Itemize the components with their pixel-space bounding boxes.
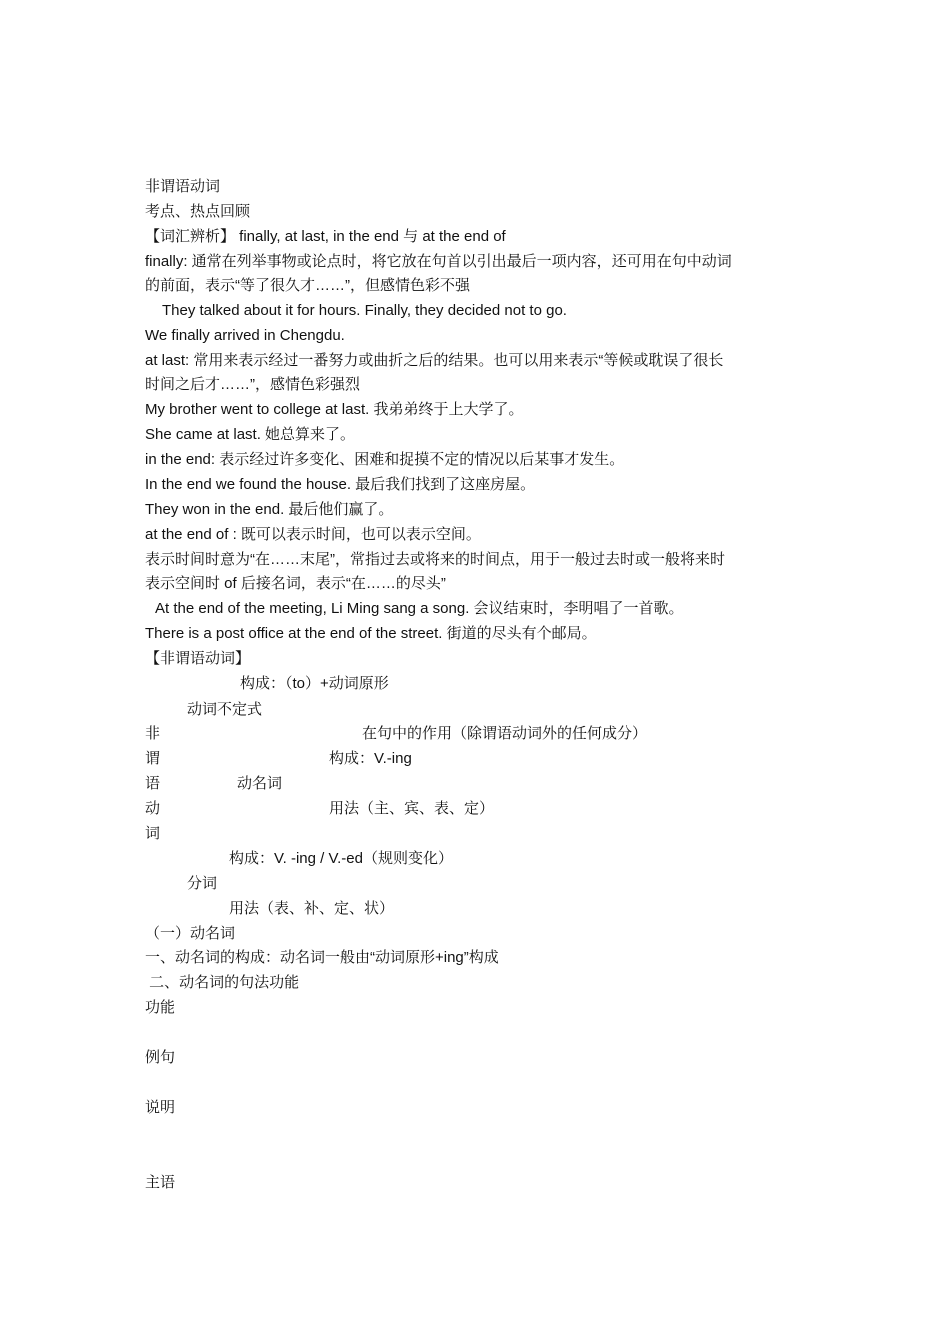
side-char-5: 词 (145, 825, 161, 842)
gerund-form: 构成：V.-ing (329, 750, 412, 767)
finally-definition-line-2: 的前面，表示“等了很久才……”，但感情色彩不强 (145, 277, 470, 294)
finally-definition-line-1: finally: 通常在列举事物或论点时，将它放在句首以引出最后一项内容，还可用在句中动词 (145, 253, 732, 270)
doc-title: 非谓语动词 (145, 178, 221, 195)
atlast-definition-line-2: 时间之后才……”，感情色彩强烈 (145, 376, 360, 393)
side-char-2: 谓 (145, 750, 161, 767)
side-char-3: 语 (145, 775, 161, 792)
attheendof-space-usage: 表示空间时 of 后接名词，表示“在……的尽头” (145, 575, 446, 592)
table-row-subject: 主语 (145, 1174, 176, 1191)
gerund-usage: 用法（主、宾、表、定） (329, 800, 495, 817)
vocab-heading: 【词汇辨析】 finally, at last, in the end 与 at the end of (145, 228, 506, 245)
finally-example-2: We finally arrived in Chengdu. (145, 327, 345, 344)
table-header-function: 功能 (145, 999, 176, 1016)
infinitive-form: 构成：（to）+动词原形 (240, 675, 389, 692)
infinitive-label: 动词不定式 (187, 701, 263, 718)
intheend-example-1: In the end we found the house. 最后我们找到了这座房屋。 (145, 476, 536, 493)
table-header-note: 说明 (145, 1099, 176, 1116)
side-char-1: 非 (145, 725, 161, 742)
participle-usage: 用法（表、补、定、状） (229, 900, 395, 917)
gerund-point-2: 二、动名词的句法功能 (145, 974, 300, 991)
atlast-example-2: She came at last. 她总算来了。 (145, 426, 356, 443)
attheendof-definition: at the end of : 既可以表示时间，也可以表示空间。 (145, 526, 481, 543)
infinitive-usage: 在句中的作用（除谓语动词外的任何成分） (362, 725, 648, 742)
attheendof-example-1: At the end of the meeting, Li Ming sang a song. 会议结束时，李明唱了一首歌。 (155, 600, 684, 617)
participle-form: 构成：V. -ing / V.-ed（规则变化） (229, 850, 453, 867)
attheendof-example-2: There is a post office at the end of the street. 街道的尽头有个邮局。 (145, 625, 597, 642)
intheend-definition: in the end: 表示经过许多变化、困难和捉摸不定的情况以后某事才发生。 (145, 451, 625, 468)
participle-label: 分词 (187, 875, 218, 892)
side-char-4: 动 (145, 800, 161, 817)
gerund-section-heading: （一）动名词 (145, 925, 236, 942)
intheend-example-2: They won in the end. 最后他们赢了。 (145, 501, 394, 518)
table-header-example: 例句 (145, 1049, 176, 1066)
finally-example-1: They talked about it for hours. Finally, they decided not to go. (162, 302, 567, 319)
attheendof-time-usage: 表示时间时意为“在……末尾”，常指过去或将来的时间点，用于一般过去时或一般将来时 (145, 551, 725, 568)
atlast-example-1: My brother went to college at last. 我弟弟终于上大学了。 (145, 401, 524, 418)
atlast-definition-line-1: at last: 常用来表示经过一番努力或曲折之后的结果。也可以用来表示“等候或耽误了很长 (145, 352, 724, 369)
gerund-label: 动名词 (237, 775, 283, 792)
doc-subtitle: 考点、热点回顾 (145, 203, 251, 220)
gerund-point-1: 一、动名词的构成：动名词一般由“动词原形+ing”构成 (145, 949, 499, 966)
nonfinite-heading: 【非谓语动词】 (145, 650, 251, 667)
